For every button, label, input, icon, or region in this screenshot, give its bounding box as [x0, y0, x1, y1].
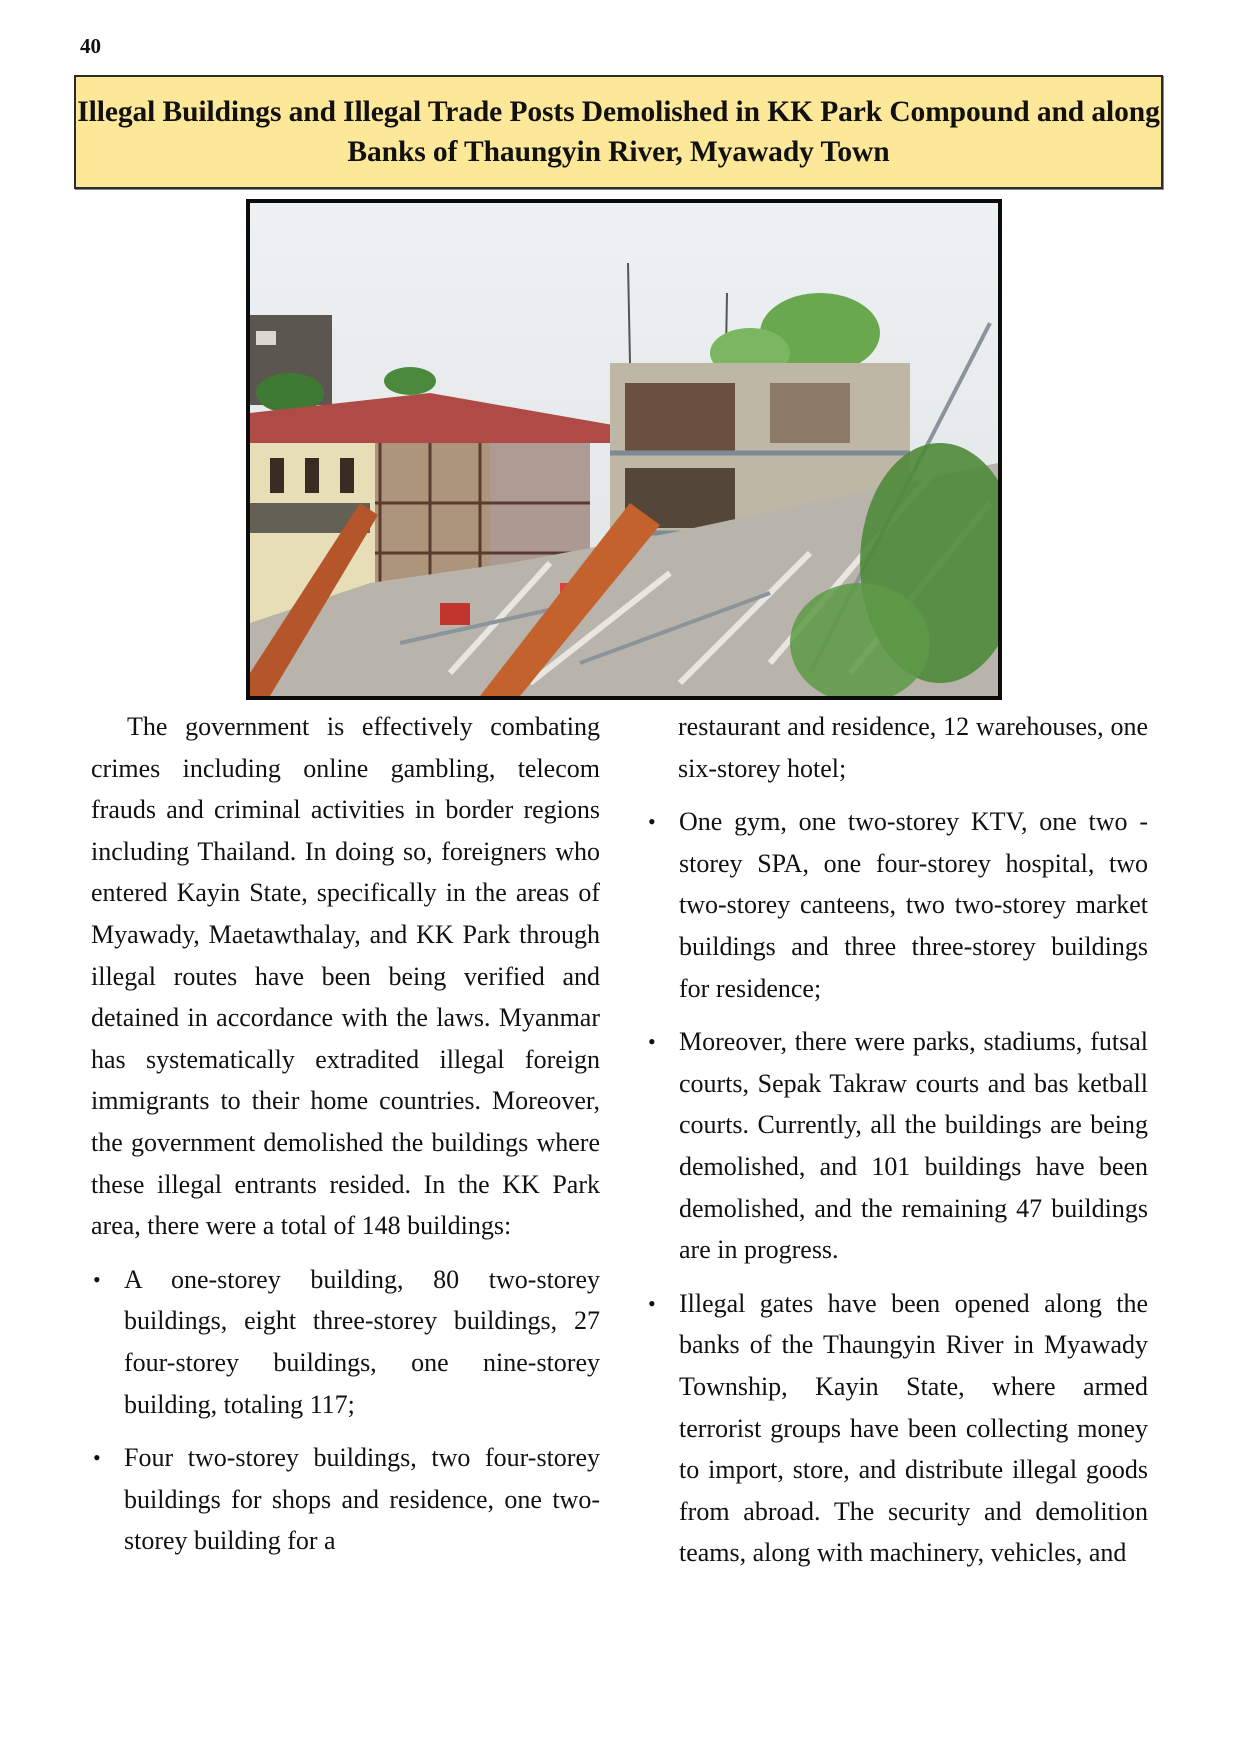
list-item-text: Four two-storey buildings, two four-storey buildings for shops and residence, one two-storey building for a	[124, 1443, 600, 1556]
demolition-photo-illustration	[250, 203, 998, 696]
list-item	[646, 1021, 1148, 1271]
list-item	[646, 1283, 1148, 1574]
bullet-icon: •	[648, 1290, 656, 1316]
bullet-icon: •	[648, 1029, 656, 1055]
right-column	[646, 706, 1148, 1574]
intro-paragraph: The government is effectively combating crimes including online gambling, telecom frauds and criminal activities in border regions including Thailand. In doing so, foreigners who entered Kayin State, specifically in the areas of Myawady, Maetawthalay, and KK Park through illegal routes have been being verified and detained in accordance with the laws. Myanmar has systematically extradited illegal foreign immigrants to their home countries. Moreover, the government demolished the buildings where these illegal entrants resided. In the KK Park area, there were a total of 148 buildings:	[91, 712, 600, 1241]
bullet-icon: •	[93, 1266, 101, 1292]
demolition-photo	[246, 199, 1002, 700]
list-item	[646, 801, 1148, 1009]
list-item-text: Moreover, there were parks, stadiums, futsal courts, Sepak Takraw courts and bas ketball courts. Currently, all the buildings are being demolished, and 101 buildings have been demolished, and the remaining 47 buildings are in progress.	[679, 1027, 1148, 1265]
building-list-right	[646, 801, 1148, 1574]
article-title-box	[74, 75, 1163, 189]
building-list-left	[91, 1259, 600, 1562]
list-item	[91, 1437, 600, 1562]
bullet-icon: •	[93, 1445, 101, 1471]
continued-list-item-text: restaurant and residence, 12 warehouses, one six-storey hotel;	[678, 712, 1148, 783]
page-number: 40	[80, 34, 101, 58]
list-item-text: A one-storey building, 80 two-storey buildings, eight three-storey buildings, 27 four-storey buildings, one nine-storey building, totaling 117;	[124, 1264, 600, 1419]
left-column	[91, 706, 600, 1562]
article-title: Illegal Buildings and Illegal Trade Posts Demolished in KK Park Compound and along Banks of Thaungyin River, Myawady Town	[77, 96, 1160, 168]
list-item-text: Illegal gates have been opened along the banks of the Thaungyin River in Myawady Township, Kayin State, where armed terrorist groups have been collecting money to import, store, and distribute illegal goods from abroad. The security and demolition teams, along with machinery, vehicles, and	[679, 1288, 1148, 1568]
bullet-icon: •	[648, 809, 656, 835]
list-item-text: One gym, one two-storey KTV, one two -storey SPA, one four-storey hospital, two two-storey canteens, two two-storey market buildings and three three-storey buildings for residence;	[679, 807, 1148, 1003]
list-item	[91, 1259, 600, 1425]
